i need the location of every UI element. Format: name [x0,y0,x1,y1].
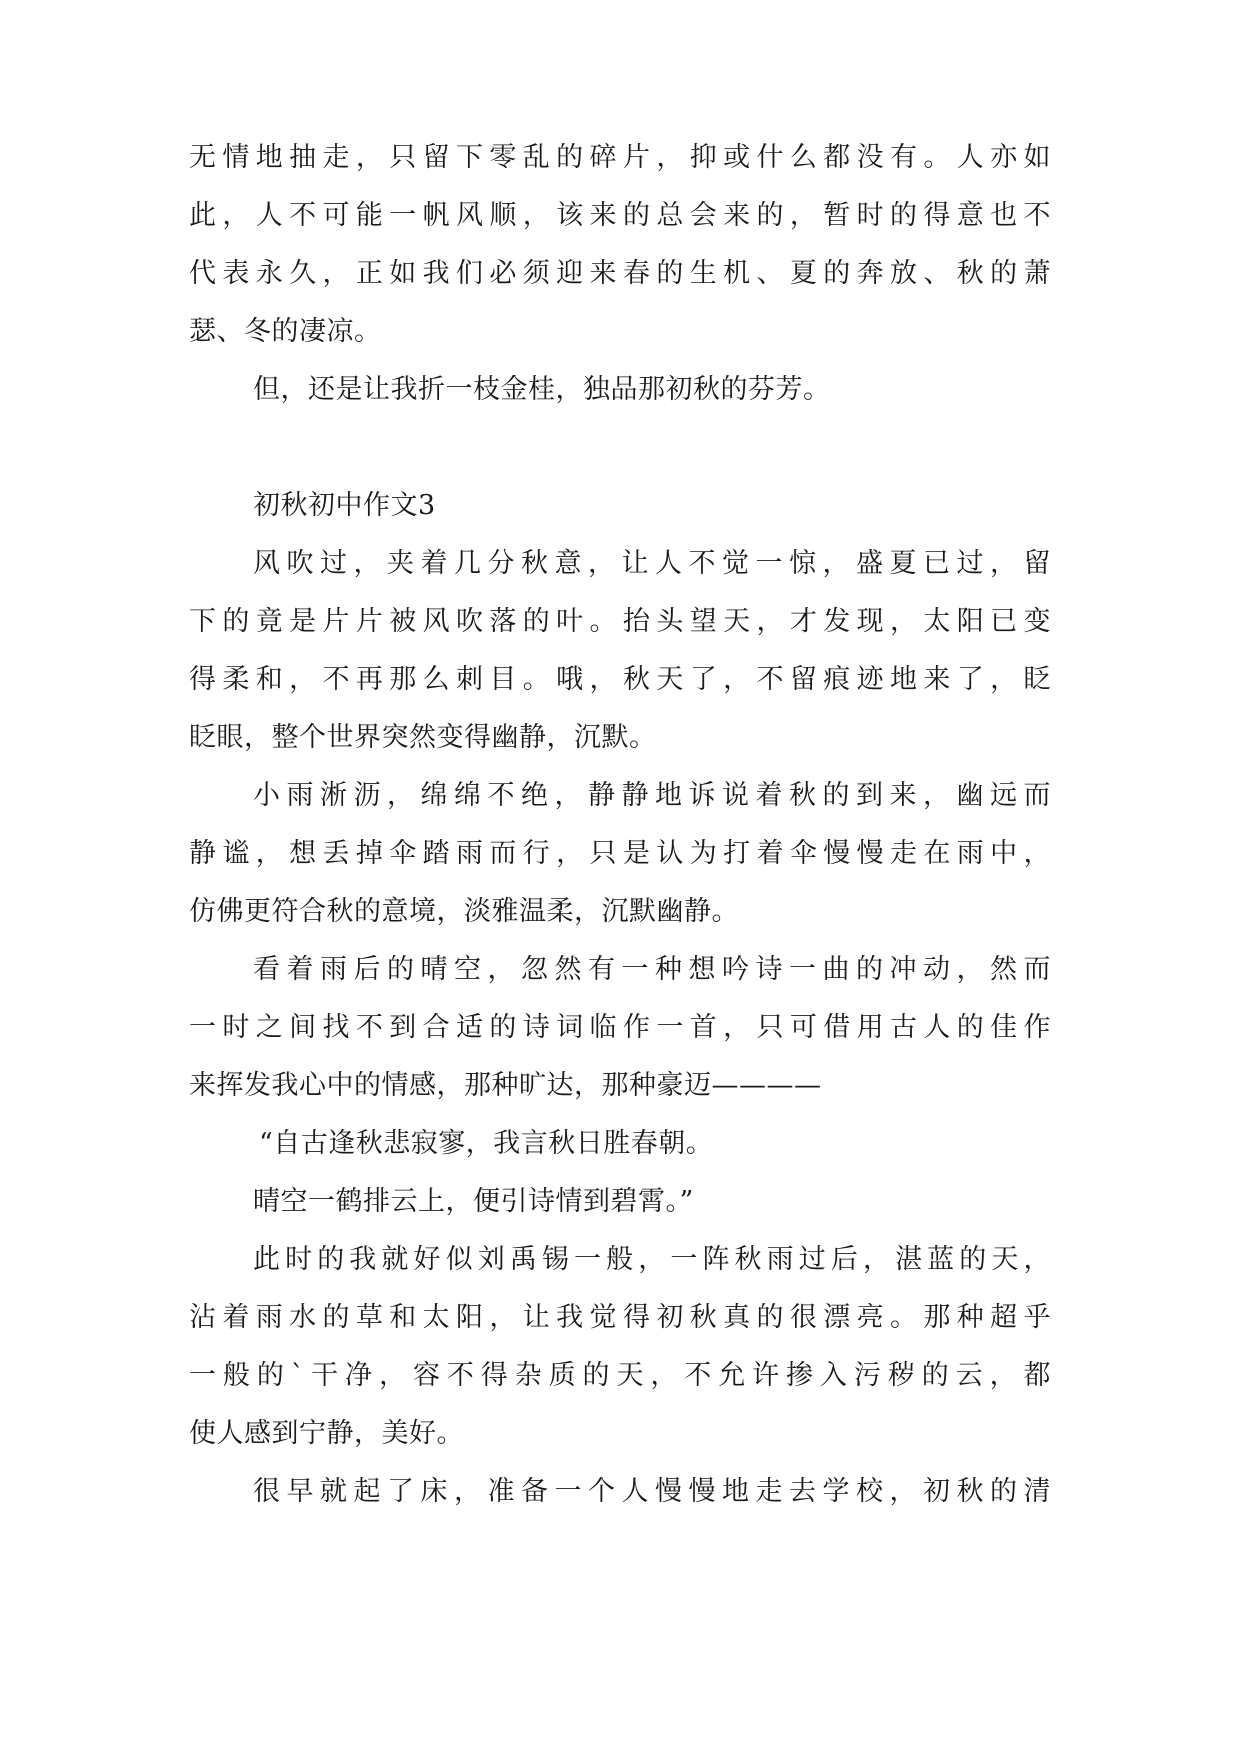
text-line: 但，还是让我折一枝金桂，独品那初秋的芬芳。 [253,374,831,405]
text-line: 沾着雨水的草和太阳，让我觉得初秋真的很漂亮。那种超乎 [189,1302,1051,1333]
text-line: 静谧，想丢掉伞踏雨而行，只是认为打着伞慢慢走在雨中， [189,838,1051,869]
text-line: 眨眼，整个世界突然变得幽静，沉默。 [189,722,657,753]
text-line: 得柔和，不再那么刺目。哦，秋天了，不留痕迹地来了，眨 [189,664,1051,695]
text-line: 风吹过，夹着几分秋意，让人不觉一惊，盛夏已过，留 [253,548,1051,579]
text-line: 此时的我就好似刘禹锡一般，一阵秋雨过后，湛蓝的天， [253,1244,1051,1275]
text-line: 仿佛更符合秋的意境，淡雅温柔，沉默幽静。 [189,896,739,927]
text-line: 小雨淅沥，绵绵不绝，静静地诉说着秋的到来，幽远而 [253,780,1051,811]
document-page [189,0,1051,1754]
text-line: 使人感到宁静，美好。 [189,1418,464,1449]
text-line: 此，人不可能一帆风顺，该来的总会来的，暂时的得意也不 [189,200,1051,231]
text-line: 一般的`干净，容不得杂质的天，不允许掺入污秽的云，都 [189,1360,1051,1391]
text-line: 来挥发我心中的情感，那种旷达，那种豪迈———— [189,1070,822,1101]
text-line: 代表永久，正如我们必须迎来春的生机、夏的奔放、秋的萧 [189,258,1051,289]
text-line: 看着雨后的晴空，忽然有一种想吟诗一曲的冲动，然而 [253,954,1051,985]
text-line: “自古逢秋悲寂寥，我言秋日胜春朝。 [259,1128,714,1159]
text-line: 下的竟是片片被风吹落的叶。抬头望天，才发现，太阳已变 [189,606,1051,637]
text-line: 一时之间找不到合适的诗词临作一首，只可借用古人的佳作 [189,1012,1051,1043]
text-line: 无情地抽走，只留下零乱的碎片，抑或什么都没有。人亦如 [189,142,1051,173]
text-line: 很早就起了床，准备一个人慢慢地走去学校，初秋的清 [253,1476,1051,1507]
section-title: 初秋初中作文3 [253,490,436,521]
text-line: 瑟、冬的凄凉。 [189,316,382,347]
text-line: 晴空一鹤排云上，便引诗情到碧霄。” [253,1186,694,1217]
